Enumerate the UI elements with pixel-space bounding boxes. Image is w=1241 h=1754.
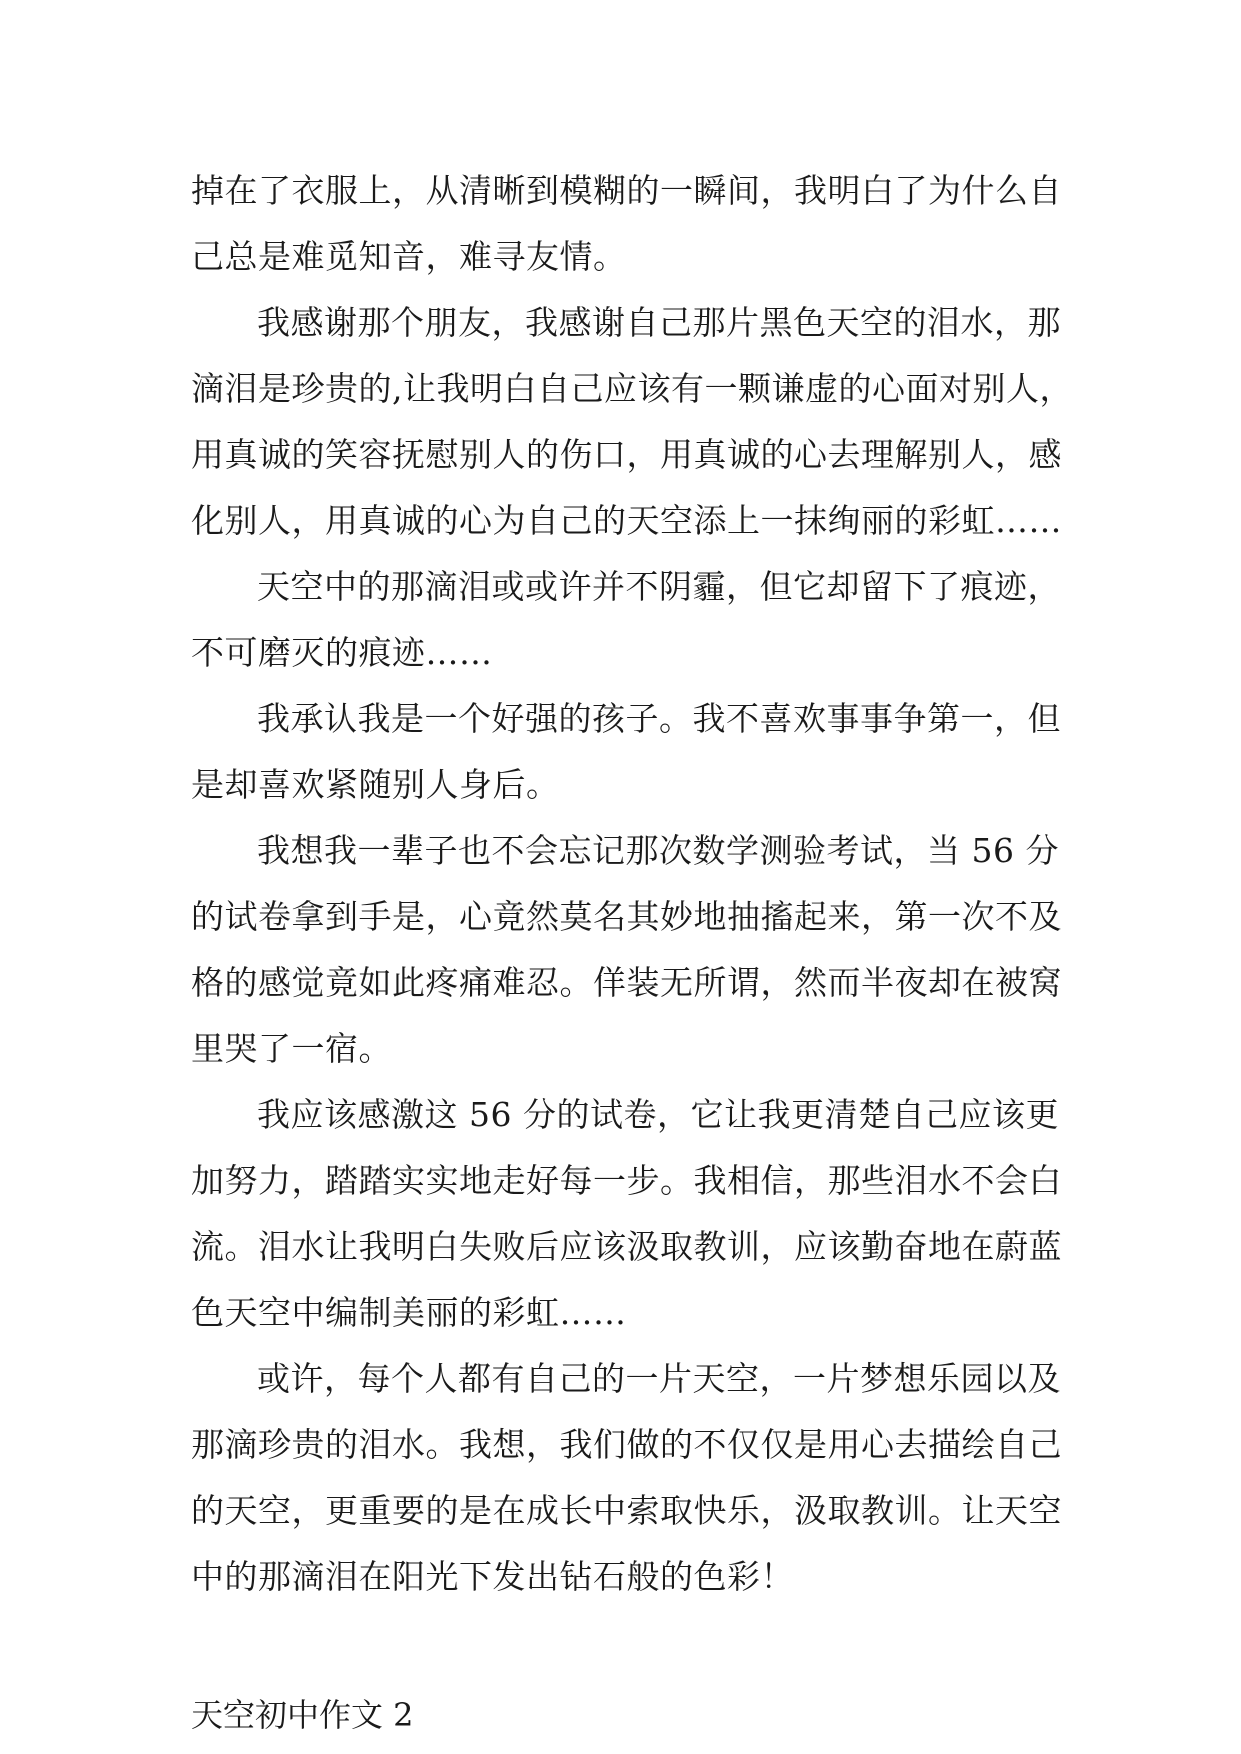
text-line: 化别人，用真诚的心为自己的天空添上一抹绚丽的彩虹…… xyxy=(191,501,1062,540)
blank-line xyxy=(191,1610,1057,1676)
text-line: 的天空，更重要的是在成长中索取快乐，汲取教训。让天空 xyxy=(191,1491,1062,1530)
text-line: 色天空中编制美丽的彩虹…… xyxy=(191,1293,627,1332)
paragraph-first-line: 我承认我是一个好强的孩子。我不喜欢事事争第一，但 xyxy=(257,699,1061,738)
paragraph-first-line: 或许，每个人都有自己的一片天空，一片梦想乐园以及 xyxy=(257,1359,1061,1398)
text-line: 用真诚的笑容抚慰别人的伤口，用真诚的心去理解别人，感 xyxy=(191,435,1062,474)
paragraph-first-line: 我想我一辈子也不会忘记那次数学测验考试，当 56 分 xyxy=(257,831,1059,870)
text-line: 己总是难觅知音，难寻友情。 xyxy=(191,237,627,276)
paragraph-first-line: 我感谢那个朋友，我感谢自己那片黑色天空的泪水，那 xyxy=(257,303,1061,342)
text-line: 流。泪水让我明白失败后应该汲取教训，应该勤奋地在蔚蓝 xyxy=(191,1227,1062,1266)
text-line: 不可磨灭的痕迹…… xyxy=(191,633,493,672)
text-line: 格的感觉竟如此疼痛难忍。佯装无所谓，然而半夜却在被窝 xyxy=(191,963,1062,1002)
text-line: 掉在了衣服上，从清晰到模糊的一瞬间，我明白了为什么自 xyxy=(191,171,1062,210)
text-line: 中的那滴泪在阳光下发出钻石般的色彩！ xyxy=(191,1557,794,1596)
paragraph-first-line: 我应该感激这 56 分的试卷，它让我更清楚自己应该更 xyxy=(257,1095,1059,1134)
section-title: 天空初中作文 2 xyxy=(191,1696,414,1734)
document-body xyxy=(191,158,1073,1748)
text-line: 加努力，踏踏实实地走好每一步。我相信，那些泪水不会白 xyxy=(191,1161,1062,1200)
text-line: 是却喜欢紧随别人身后。 xyxy=(191,765,560,804)
text-line: 滴泪是珍贵的,让我明白自己应该有一颗谦虚的心面对别人， xyxy=(191,369,1073,408)
text-line: 的试卷拿到手是，心竟然莫名其妙地抽搐起来，第一次不及 xyxy=(191,897,1062,936)
text-line: 里哭了一宿。 xyxy=(191,1029,392,1068)
paragraph-first-line: 天空中的那滴泪或或许并不阴霾，但它却留下了痕迹， xyxy=(257,567,1061,606)
text-line: 那滴珍贵的泪水。我想，我们做的不仅仅是用心去描绘自己 xyxy=(191,1425,1062,1464)
